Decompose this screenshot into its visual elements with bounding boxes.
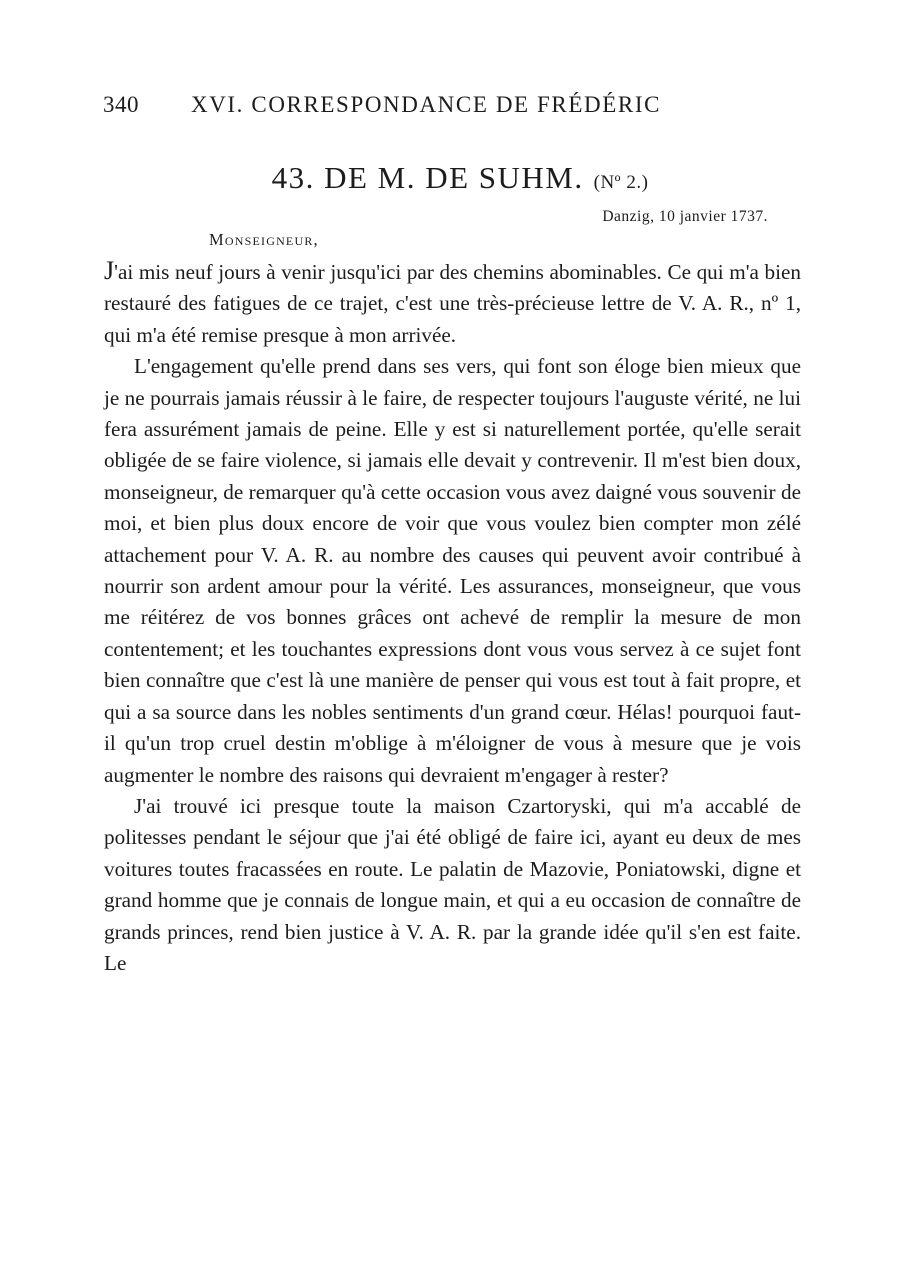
letter-body — [104, 257, 801, 979]
drop-cap: J — [104, 256, 115, 285]
letter-note: (Nº 2.) — [593, 172, 649, 193]
paragraph-3: J'ai trouvé ici presque toute la maison Czartoryski, qui m'a accablé de politesses pendant le séjour que j'ai été obligé de faire ici, ayant eu deux de mes voitures toutes fracassées en route. Le palatin de Mazovie, Poniatowski, digne et grand homme que je connais de longue main, et qui a eu occasion de connaître de grands princes, rend bien justice à V. A. R. par la grande idée qu'il s'en est faite. Le — [104, 793, 801, 975]
running-title: XVI. CORRESPONDANCE DE FRÉDÉRIC — [191, 92, 662, 117]
paragraph-1-text: 'ai mis neuf jours à venir jusqu'ici par des chemins abominables. Ce qui m'a bien restauré des fatigues de ce trajet, c'est une très-précieuse lettre de V. A. R., nº 1, qui m'a été remise presque à mon arrivée. — [104, 260, 801, 347]
letter-heading: 43. DE M. DE SUHM. — [271, 160, 584, 195]
running-head — [103, 92, 723, 126]
paragraph-1 — [104, 257, 801, 351]
salutation: Monseigneur, — [209, 230, 319, 249]
page-number: 340 — [103, 92, 139, 117]
dateline: Danzig, 10 janvier 1737. — [602, 208, 768, 225]
paragraph-2: L'engagement qu'elle prend dans ses vers, qui font son éloge bien mieux que je ne pourrais jamais réussir à le faire, de respecter toujours l'auguste vérité, ne lui fera assurément jamais de peine. Elle y est si naturellement portée, qu'elle serait obligée de se faire violence, si jamais elle devait y contrevenir. Il m'est bien doux, monseigneur, de remarquer qu'à cette occasion vous avez daigné vous souvenir de moi, et bien plus doux encore de voir que vous voulez bien compter mon zélé attachement pour V. A. R. au nombre des causes qui peuvent avoir contribué à nourrir son ardent amour pour la vérité. Les assurances, monseigneur, que vous me réitérez de vos bonnes grâces ont achevé de remplir la mesure de mon contentement; et les touchantes expressions dont vous vous servez à ce sujet font bien connaître que c'est là une manière de penser qui vous est tout à fait propre, et qui a sa source dans les nobles sentiments d'un grand cœur. Hélas! pourquoi faut-il qu'un trop cruel destin m'oblige à m'éloigner de vous à mesure que je vois augmenter le nombre des raisons qui devraient m'engager à rester? — [104, 354, 801, 787]
letter-title — [0, 160, 900, 196]
